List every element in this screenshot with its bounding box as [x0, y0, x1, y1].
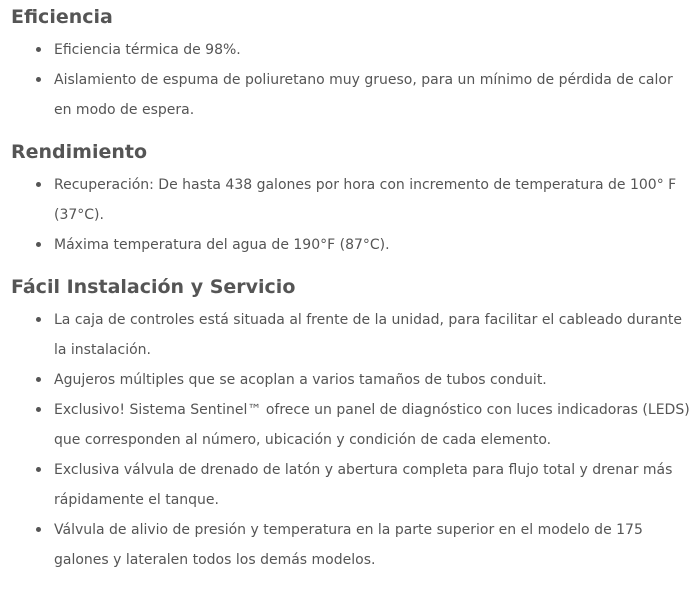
- list-item-text: Agujeros múltiples que se acoplan a varios tamaños de tubos conduit.: [54, 372, 547, 388]
- section-title: Eficiencia: [11, 6, 113, 28]
- feature-list: [11, 170, 698, 260]
- bullet-dot-icon: [36, 182, 41, 187]
- section-title: Fácil Instalación y Servicio: [11, 276, 296, 298]
- bullet-dot-icon: [36, 407, 41, 412]
- list-item: [11, 35, 698, 65]
- bullet-dot-icon: [36, 467, 41, 472]
- list-item: [11, 455, 698, 515]
- list-item-text: Exclusivo! Sistema Sentinel™ ofrece un panel de diagnóstico con luces indicadoras (LEDS) que corresponden al número, ubicación y condición de cada elemento.: [54, 402, 690, 448]
- bullet-dot-icon: [36, 77, 41, 82]
- list-item-text: Recuperación: De hasta 438 galones por hora con incremento de temperatura de 100° F (37°C).: [54, 177, 677, 223]
- list-item-text: Máxima temperatura del agua de 190°F (87°C).: [54, 237, 390, 253]
- list-item-text: Eficiencia térmica de 98%.: [54, 42, 241, 58]
- list-item: [11, 305, 698, 365]
- bullet-dot-icon: [36, 527, 41, 532]
- list-item: [11, 230, 698, 260]
- section-rendimiento: [11, 125, 698, 260]
- section-facil-instalacion: [11, 260, 698, 575]
- list-item: [11, 170, 698, 230]
- list-item: [11, 65, 698, 125]
- list-item: [11, 395, 698, 455]
- bullet-dot-icon: [36, 47, 41, 52]
- list-item-text: Exclusiva válvula de drenado de latón y abertura completa para flujo total y drenar más rápidamente el tanque.: [54, 462, 673, 508]
- list-item: [11, 365, 698, 395]
- bullet-dot-icon: [36, 242, 41, 247]
- bullet-dot-icon: [36, 317, 41, 322]
- list-item-text: Aislamiento de espuma de poliuretano muy grueso, para un mínimo de pérdida de calor en modo de espera.: [54, 72, 673, 118]
- section-title: Rendimiento: [11, 141, 148, 163]
- list-item: [11, 515, 698, 575]
- feature-list: [11, 305, 698, 575]
- feature-list: [11, 35, 698, 125]
- bullet-dot-icon: [36, 377, 41, 382]
- section-eficiencia: [11, 0, 698, 125]
- list-item-text: Válvula de alivio de presión y temperatura en la parte superior en el modelo de 175 galones y lateralen todos los demás modelos.: [54, 522, 643, 568]
- list-item-text: La caja de controles está situada al frente de la unidad, para facilitar el cableado durante la instalación.: [54, 312, 682, 358]
